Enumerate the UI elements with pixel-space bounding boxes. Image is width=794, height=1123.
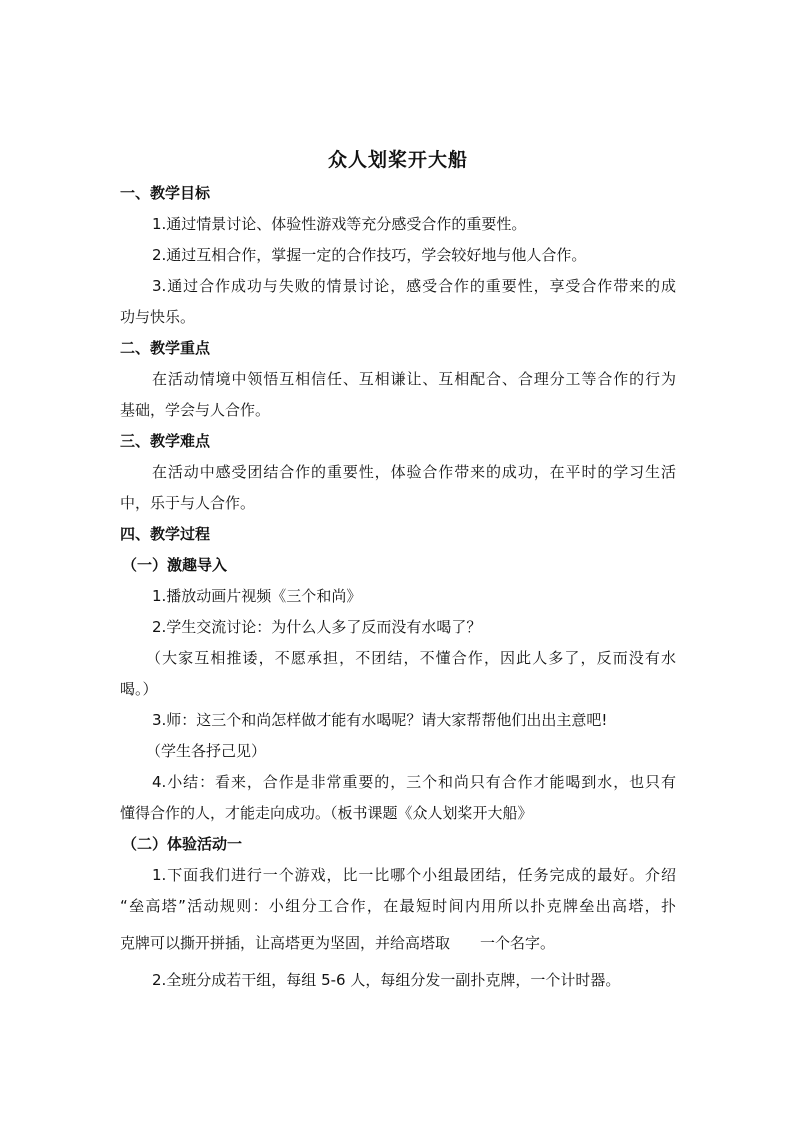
paragraph-line: 4.小结：看来，合作是非常重要的，三个和尚只有合作才能喝到水，也只有 bbox=[152, 773, 676, 791]
subsection-heading: （二）体验活动一 bbox=[122, 835, 243, 853]
paragraph-line: 1.下面我们进行一个游戏，比一比哪个小组最团结，任务完成的最好。介绍 bbox=[152, 866, 676, 884]
paragraph-line: 2.全班分成若干组，每组 5-6 人，每组分发一副扑克牌，一个计时器。 bbox=[152, 971, 621, 989]
paragraph-line: “垒高塔”活动规则：小组分工合作，在最短时间内用所以扑克牌垒出高塔，扑 bbox=[120, 897, 676, 915]
section-heading: 二、教学重点 bbox=[120, 339, 211, 357]
section-heading: 四、教学过程 bbox=[120, 525, 211, 543]
paragraph-line: 2.通过互相合作，掌握一定的合作技巧，学会较好地与他人合作。 bbox=[152, 246, 587, 264]
paragraph-line: 2.学生交流讨论：为什么人多了反而没有水喝了？ bbox=[152, 618, 482, 636]
paragraph-line: 懂得合作的人，才能走向成功。（板书课题《众人划桨开大船》 bbox=[120, 804, 533, 822]
paragraph-line: 在活动中感受团结合作的重要性，体验合作带来的成功，在平时的学习生活 bbox=[152, 463, 676, 481]
paragraph-line: 功与快乐。 bbox=[120, 308, 196, 326]
section-heading: 一、教学目标 bbox=[120, 184, 211, 202]
document-title: 众人划桨开大船 bbox=[327, 149, 468, 171]
paragraph-line: （大家互相推诿，不愿承担，不团结，不懂合作，因此人多了，反而没有水 bbox=[146, 649, 676, 667]
paragraph-line: 1.播放动画片视频《三个和尚》 bbox=[152, 587, 362, 605]
paragraph-line: 基础，学会与人合作。 bbox=[120, 401, 271, 419]
paragraph-line: 喝。） bbox=[120, 680, 158, 698]
document-body bbox=[120, 142, 676, 996]
section-heading: 三、教学难点 bbox=[120, 432, 211, 450]
subsection-heading: （一）激趣导入 bbox=[122, 556, 228, 574]
paragraph-line: 3.通过合作成功与失败的情景讨论，感受合作的重要性，享受合作带来的成 bbox=[152, 277, 676, 295]
paragraph-line: （学生各抒己见） bbox=[146, 742, 267, 760]
paragraph-line: 3.师：这三个和尚怎样做才能有水喝呢？请大家帮帮他们出出主意吧! bbox=[152, 711, 608, 729]
paragraph-line: 中，乐于与人合作。 bbox=[120, 494, 256, 512]
paragraph-line: 克牌可以撕开拼插，让高塔更为坚固，并给高塔取 一个名字。 bbox=[120, 934, 556, 952]
paragraph-line: 1.通过情景讨论、体验性游戏等充分感受合作的重要性。 bbox=[152, 215, 527, 233]
paragraph-line: 在活动情境中领悟互相信任、互相谦让、互相配合、合理分工等合作的行为 bbox=[152, 370, 676, 388]
